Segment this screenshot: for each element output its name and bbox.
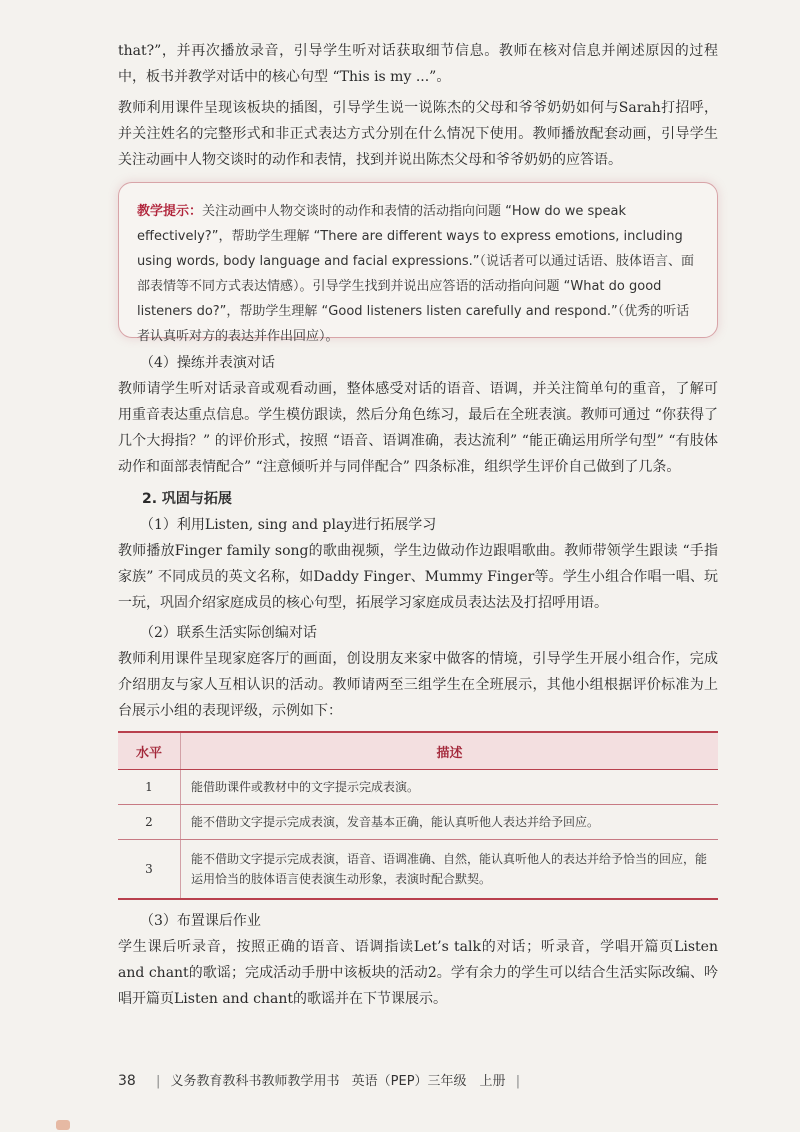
book-title: 义务教育教科书教师教学用书 [170,1074,340,1089]
subsection-1-heading: （1）利用Listen, sing and play进行拓展学习 [140,517,437,533]
level-cell: 3 [118,840,181,900]
level-cell: 2 [118,805,181,840]
section-3-text: 学生课后听录音，按照正确的语音、语调指读Let’s talk的对话；听录音，学唱开篇页Listen and chant的歌谣；完成活动手册中该板块的活动2。学有余力的学生可以结合生活实际改编、吟唱开篇页Listen and chant的歌谣并在下节课展示。 [118,939,718,1007]
table-row [118,770,718,805]
subsection-2-text: 教师利用课件呈现家庭客厅的画面，创设朋友来家中做客的情境，引导学生开展小组合作，完成介绍朋友与家人互相认识的活动。教师请两至三组学生在全班展示，其他小组根据评价标准为上台展示小组的表现评级，示例如下： [118,651,718,719]
teaching-tip-text: 关注动画中人物交谈时的动作和表情的活动指向问题 “How do we speak effectively?”，帮助学生理解 “There are different ways to express emotions, including using words, body language and facial expressions.”（说话者可以通过话语、肢体语言、面部表情等不同方式表达情感）。引导学生找到并说出应答语的活动指向问题 “What do good listeners do?”，帮助学生理解 “Good listeners listen carefully and respond.”（优秀的听话者认真听对方的表达并作出回应）。 [137,204,695,344]
level-cell: 1 [118,770,181,805]
paragraph-intro: that?”，并再次播放录音，引导学生听对话获取细节信息。教师在核对信息并阐述原因的过程中，板书并教学对话中的核心句型 “This is my ...”。 [118,43,718,85]
page-number: 38 [118,1073,136,1089]
table-header-row [118,732,718,770]
section-4-heading: （4）操练并表演对话 [140,355,275,371]
subject-label: 英语（PEP）三年级 上册 [351,1074,506,1089]
column-header-description: 描述 [181,732,719,770]
column-header-level: 水平 [118,732,181,770]
table-row [118,805,718,840]
paragraph-illustration: 教师利用课件呈现该板块的插图，引导学生说一说陈杰的父母和爷爷奶奶如何与Sarah打招呼，并关注姓名的完整形式和非正式表达方式分别在什么情况下使用。教师播放配套动画，引导学生关注动画中人物交谈时的动作和表情，找到并说出陈杰父母和爷爷奶奶的应答语。 [118,100,718,168]
evaluation-table [118,731,718,900]
section-3-heading: （3）布置课后作业 [140,913,261,929]
page-footer [118,1070,526,1089]
page-corner-mark [56,1120,70,1130]
description-cell: 能借助课件或教材中的文字提示完成表演。 [181,770,719,805]
teaching-tip [137,199,701,349]
section-4-text: 教师请学生听对话录音或观看动画，整体感受对话的语音、语调，并关注简单句的重音，了解可用重音表达重点信息。学生模仿跟读，然后分角色练习，最后在全班表演。教师可通过 “你获得了几个大拇指？” 的评价形式，按照 “语音、语调准确，表达流利” “能正确运用所学句型” “有肢体动作和面部表情配合” “注意倾听并与同伴配合” 四条标准，组织学生评价自己做到了几条。 [118,381,718,475]
part-2-heading: 2. 巩固与拓展 [142,491,232,507]
teaching-tip-box [118,182,718,344]
description-cell: 能不借助文字提示完成表演，发音基本正确，能认真听他人表达并给予回应。 [181,805,719,840]
subsection-1-text: 教师播放Finger family song的歌曲视频，学生边做动作边跟唱歌曲。教师带领学生跟读 “手指家族” 不同成员的英文名称，如Daddy Finger、Mummy Finger等。学生小组合作唱一唱、玩一玩，巩固介绍家庭成员的核心句型，拓展学习家庭成员表达法及打招呼用语。 [118,543,718,611]
teaching-tip-label: 教学提示： [137,204,203,219]
description-cell: 能不借助文字提示完成表演，语音、语调准确、自然，能认真听他人的表达并给予恰当的回应，能运用恰当的肢体语言使表演生动形象，表演时配合默契。 [181,840,719,900]
table-row [118,840,718,900]
footer-divider: | [155,1074,161,1089]
footer-divider: | [515,1074,521,1089]
subsection-2-heading: （2）联系生活实际创编对话 [140,625,317,641]
